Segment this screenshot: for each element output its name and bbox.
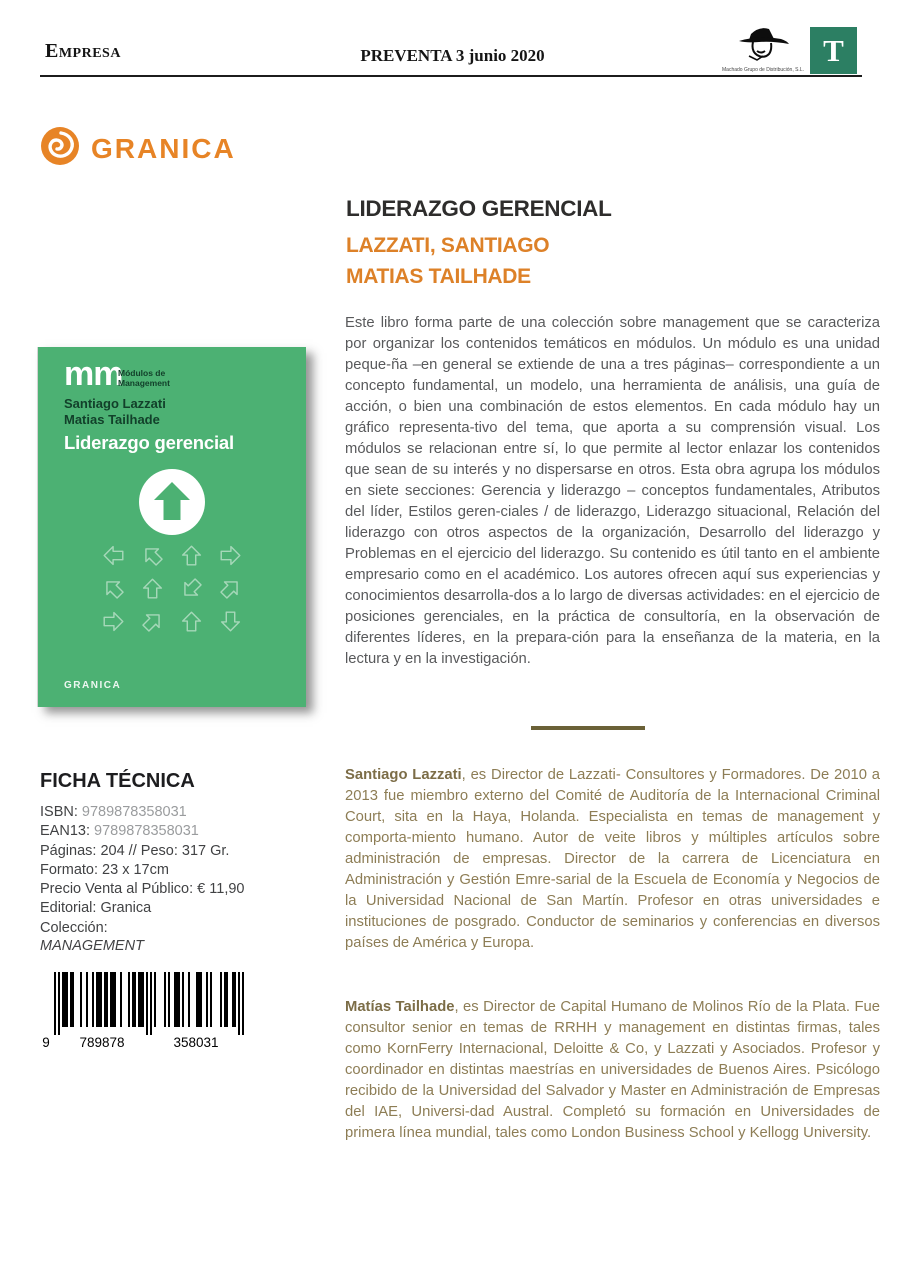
granica-logo: [40, 126, 236, 171]
collection-name: MANAGEMENT: [40, 938, 144, 954]
ficha-item: Páginas: 204 // Peso: 317 Gr.: [40, 842, 230, 859]
machado-caption: Machado Grupo de Distribución, S.L.: [722, 67, 804, 73]
bio-author-name: Santiago Lazzati: [345, 766, 462, 783]
ficha-list: [40, 803, 245, 938]
barcode-svg: [40, 972, 246, 1050]
svg-text:9: 9: [42, 1035, 50, 1050]
cover-arrow-right-icon: [100, 608, 127, 635]
machado-sketch-icon: [729, 48, 793, 65]
cover-series-line: Módulos de: [118, 368, 166, 378]
ficha-item: Precio Venta al Público: € 11,90: [40, 881, 245, 898]
cover-arrow-up-icon: [178, 542, 205, 569]
author-line: LAZZATI, SANTIAGO: [346, 234, 550, 257]
cover-arrow-right-icon: [217, 542, 244, 569]
section-divider: [531, 726, 645, 730]
mm-logo: mm: [64, 355, 123, 393]
cover-arrow-up-icon: [139, 575, 166, 602]
cover-arrow-left-icon: [100, 542, 127, 569]
book-description: Este libro forma parte de una colección sobre management que se caracteriza por organizar los contenidos temáticos en módulos. Un módulo es una unidad peque-ña –en general se extiende de una a tres páginas– correspondiente a un concepto fundamental, un modelo, una herramienta de análisis, una guía de acción, o bien una combinación de estos elementos. En cada módulo hay un gráfico representa-tivo del tema, que aporta a su comprensión visual. Los módulos se relacionan entre sí, lo que permite al lector enlazar los contenidos que sean de su interés y no dispersarse en otros. Esta obra agrupa los módulos en siete secciones: Gerencia y liderazgo – conceptos fundamentales, Atributos del líder, Estilos geren-ciales / de liderazgo, Liderazgo situacional, Relación del liderazgo con otros aspectos de la organización, Desarrollo del liderazgo y Problemas en el ejercicio del liderazgo. Su contenido es útil tanto en el ambiente empresario como en el académico. Los autores ofrecen aquí sus experiencias y conocimientos desarrolla-dos a lo largo de diversas actividades: en el ejercicio de posiciones gerenciales, en la práctica de consultoría, en la observación de diferentes líderes, en la prepara-ción para la enseñanza de la materia, en la lectura y en la investigación.: [345, 315, 880, 667]
book-authors: [346, 230, 549, 292]
trama-t-logo: [810, 27, 857, 74]
cover-series-line: Management: [118, 377, 170, 388]
cover-author-line: Santiago Lazzati: [64, 396, 166, 411]
bio-text: , es Director de Capital Humano de Molinos Río de la Plata. Fue consultor senior en temas de RRHH y management en distintas firmas, tales como KornFerry Internacional, Deloitte & Co, y Lazzati y Asociados. Profesor y coordinador en distintas maestrías en universidades de Buenos Aires. Psicólogo recibido de la Universidad del Salvador y Master en Administración de Empresas del IAE, Universi-dad Austral. Completó su formación en Universidades de primera línea mundial, tales como London Business School y Kellogg University.: [345, 998, 880, 1141]
machado-logo: [722, 25, 804, 73]
ficha-item: Formato: 23 x 17cm: [40, 861, 169, 878]
barcode: [40, 972, 246, 1055]
cover-arrow-up-right-icon: [217, 575, 244, 602]
bio-author-name: Matías Tailhade: [345, 998, 455, 1015]
t-logo-letter: T: [823, 32, 844, 68]
granica-wordmark: GRANICA: [91, 132, 236, 164]
cover-series-label: [118, 369, 170, 388]
cover-author-line: Matias Tailhade: [64, 412, 160, 427]
ficha-item: ISBN: 9789878358031: [40, 804, 187, 820]
cover-publisher: GRANICA: [64, 680, 122, 691]
ficha-item: Colección:: [40, 919, 108, 936]
bio-matias-tailhade: [345, 997, 880, 1144]
cover-arrow-down-icon: [217, 608, 244, 635]
cover-title: Liderazgo gerencial: [64, 432, 234, 453]
cover-arrow-up-icon: [178, 608, 205, 635]
ficha-item: EAN13: 9789878358031: [40, 823, 199, 840]
ficha-item: Editorial: Granica: [40, 900, 152, 917]
bio-text: , es Director de Lazzati- Consultores y Formadores. De 2010 a 2013 fue miembro externo del Comité de Auditoría de la Internacional Criminal Court, sita en la Haya, Holanda. Especialista en temas de management y comporta-miento humano. Autor de veite libros y múltiples artículos sobre administración de empresas. Director de la carrera de Licenciatura en Administración y Gestión Emre-sarial de la Escuela de Economía y Negocios de la Universidad Nacional de San Martín. Profesor en otras universidades e instituciones de posgrado. Conductor de seminarios y conferencias en diversos países de América y Europa.: [345, 766, 880, 951]
cover-arrow-down-left-icon: [178, 575, 205, 602]
preventa-date-title: PREVENTA 3 junio 2020: [360, 46, 545, 65]
company-label: Empresa: [45, 40, 121, 62]
cover-arrow-up-left-icon: [100, 575, 127, 602]
cover-arrow-up-left-icon: [139, 542, 166, 569]
page-title: LIDERAZGO GERENCIAL: [346, 196, 612, 221]
header-rule: [40, 75, 862, 77]
cover-arrow-up-right-icon: [139, 608, 166, 635]
cover-authors: [64, 396, 166, 428]
svg-text:789878: 789878: [79, 1035, 125, 1050]
ficha-tecnica-heading: FICHA TÉCNICA: [40, 770, 195, 792]
book-cover: [38, 347, 306, 707]
cover-center-arrow-icon: [139, 469, 205, 535]
cover-arrow-grid: [94, 539, 250, 638]
svg-text:358031: 358031: [173, 1035, 219, 1050]
bio-santiago-lazzati: [345, 765, 880, 954]
author-line: MATIAS TAILHADE: [346, 265, 531, 288]
granica-swirl-icon: [40, 126, 80, 171]
